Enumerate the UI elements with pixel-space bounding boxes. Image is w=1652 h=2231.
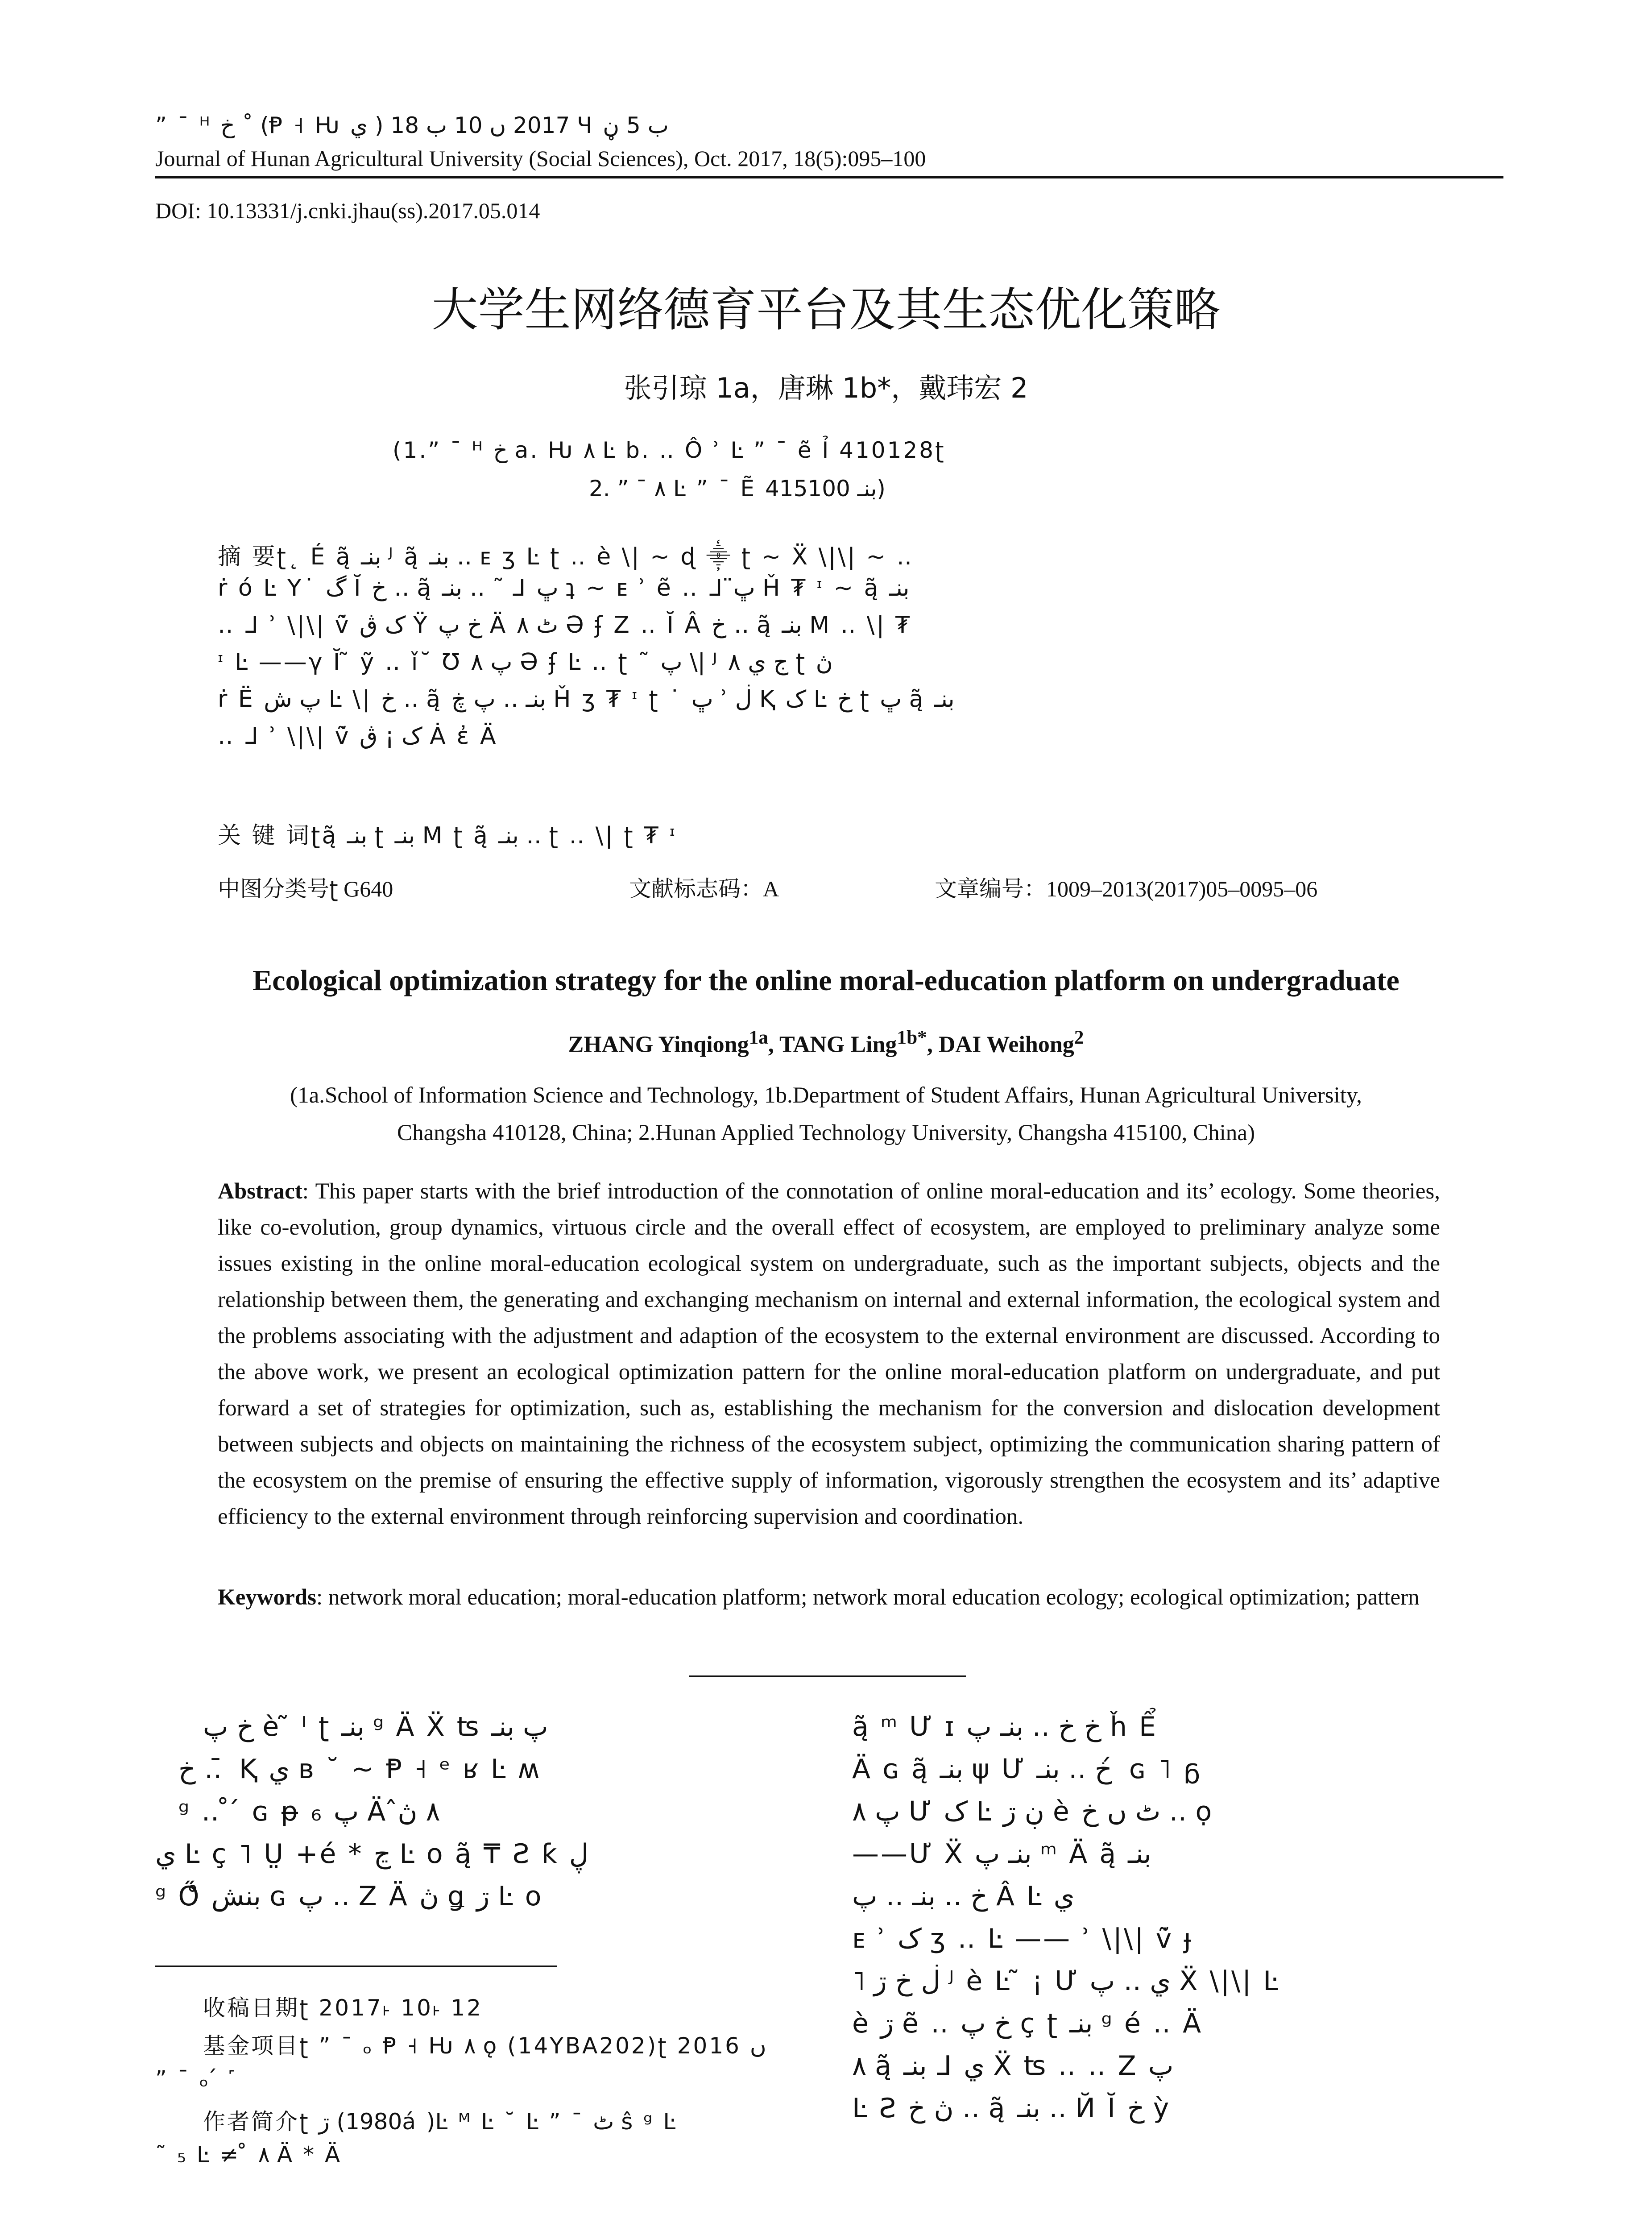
keywords-zh [218,817,677,850]
footnote-received: 收稿日期ʈ 2017˫ 10˫ 12 [203,1995,483,2021]
body-left-line: خ ‥ ̄ Ⱪ ي ʙ ˘ ~ Ᵽ ˧ ᵉ ʁ Ŀ ʍ [178,1754,542,1785]
abstract-zh-line: ᶦ Ŀ ——γ Ĭ ̃ ỹ ‥ ǐ˘ Ʊ پ ٨ Ə ʄ Ŀ ‥ ʈ ˜ پ \| ᴶ ج ي ٨ ʈ ڽ [218,649,833,676]
footnote-fund-cont: ” ¯ ₒ ́ ˹ [155,2066,237,2092]
author-affil-sup: 2 [1074,1027,1084,1048]
body-right-line: ——Ư Ẍ بنـ پ ᵐ Ä ą̃ بنـ [852,1838,1151,1870]
abstract-zh-line: ‥ ᒧ ʾ \|\| ṽ̇ ک ڨ Ÿ خ پ Ä ٹ ٨ Ə ʄ Ζ ‥ Ĭ Â خ ‥ ą̃ بنـ Μ ‥ \| ₮ [218,612,912,639]
author-name: ZHANG Yinqiong [568,1032,749,1057]
footnote-author-cont: ˜ ₅ Ŀ ≠ ̊ ٨ Ä * Ä [155,2142,342,2168]
affiliation-chinese-2: 2. ” ¯ ٨ Ŀ ” ¯ Ẽ بنـ 415100) [589,476,886,502]
footnote-author: 作者简介ʈ ڗ (1980á )Ŀ ᴹ Ŀ ˘ Ŀ ” ¯ ٹ ŝ ᵍ Ŀ [203,2109,678,2135]
body-right-line: Ŀ Ƨ ڽ خ ‥ ą̃ بنـ ‥ Й Ĭ خ ỳ [852,2093,1171,2124]
journal-header-english: Journal of Hunan Agricultural University (Social Sciences), Oct. 2017, 18(5):095–100 [155,146,926,171]
document-code [629,871,779,903]
authors-english [0,1026,1652,1057]
body-right-line: Ä ɢ ą̃ بنـ ψ Ư خ ‥ بنـ ́ ɢ ˥ ᵷ [852,1754,1202,1785]
author-affil-sup: 1a [749,1027,768,1048]
body-right-line: پ ٨ Ư ک Ŀ ڹ ڗ è ٹ ں خ ‥ ọ [852,1796,1214,1827]
abstract-zh-label: 摘 要ʈ [218,543,288,570]
affiliation-english-1: (1a.School of Information Science and Technology, 1b.Department of Student Affairs, Hunan Agricultural University, [290,1083,1362,1108]
doi: DOI: 10.13331/j.cnki.jhau(ss).2017.05.014 [155,198,540,223]
article-number-value: 1009–2013(2017)05–0095–06 [1046,876,1318,901]
keywords-zh-label: 关 键 词ʈ [218,822,322,849]
abstract-label: Abstract [218,1179,302,1204]
author-name: TANG Ling [779,1032,897,1057]
body-left-line: ي Ŀ ç ˥ Ṳ +é * ڃ Ŀ o ą̃ ₸ Ƨ ƙ ڸ [155,1838,589,1870]
document-code-label: 文献标志码： [629,876,763,902]
authors-chinese: 张引琼 1a，唐琳 1b*，戴玮宏 2 [624,372,1028,404]
author-separator: , [927,1032,939,1057]
classification-number [218,871,393,903]
keywords-label: Keywords [218,1585,316,1610]
paper-title-chinese: 大学生网络德育平台及其生态优化策略 [431,282,1221,337]
document-code-value: A [763,876,779,901]
footnote-rule [155,1966,557,1967]
paper-title-english: Ecological optimization strategy for the online moral-education platform on undergraduate [253,964,1399,997]
classification-label: 中图分类号ʈ [218,876,338,902]
author-affil-sup: 1b* [897,1027,927,1048]
abstract-zh-line: ṙ ó Ŀ Y˙ گ Ĭ خ ‥ ą̃ بنـ ‥ ˜ ᒧ ڀ ʇ ~ ᴇ ʾ ẽ ‥ ᒧ ڀ̈ Ȟ ₮ ᶦ ~ ą̃ بنـ [218,575,910,601]
article-number-label: 文章编号： [935,876,1046,902]
affiliation-chinese-1: (1.” ¯ ᴴ خ a. Ƕ ٨ Ŀ b. ‥ Ô ʾ Ŀ ” ¯ ẽ Ỉ 410128ʈ [393,437,946,463]
keywords-text: network moral education; moral-education platform; network moral education ecology; ecological optimization; pattern [328,1585,1420,1610]
journal-header-chinese: ” ¯ ᴴ خ ˚ (Ᵽ ˧ Ƕ ي ) 2017 ں 10 ب 18 Ɥ ب 5 ڼ [155,112,669,138]
abstract-zh-text: ˛ É ą̃ بنـ ᴶ ą̃ بنـ ‥ ᴇ ʒ Ŀ ʈ ‥ è \| ~ ɖ ⸎ ʈ ~ Ẍ \|\| ~ ‥ [287,543,914,570]
author-name: DAI Weihong [938,1032,1074,1057]
abstract-zh-line: ‥ ᒧ ʾ \|\| ṽ̇ ک ¡ ڨ Ȧ ἐ Ä [218,723,498,750]
body-left-line: ᵍ ‥ ̊ ́ ɢ ᵽ ₆ پ Ä ٨ ڽ̂ [178,1796,440,1827]
article-number [935,871,1317,903]
abstract-zh-line [218,538,914,572]
affiliation-english-2: Changsha 410128, China; 2.Hunan Applied Technology University, Changsha 415100, China) [397,1120,1255,1145]
abstract-text: This paper starts with the brief introduction of the connotation of online moral-education and its’ ecology. Some theories, like co-evolution, group dynamics, virtuous circle and the overall effect of ecosystem, are employed to preliminary analyze some issues existing in the online moral-education ecological system on undergraduate, such as the important subjects, objects and the relationship between them, the generating and exchanging mechanism on internal and external information, the ecological system and the problems associating with the adjustment and adaption of the ecosystem to the external environment are discussed. According to the above work, we present an ecological optimization pattern for the online moral-education platform on undergraduate, and put forward a set of strategies for optimization, such as, establishing the mechanism for the conversion and dislocation development between subjects and objects on maintaining the richness of the ecosystem subject, optimizing the communication sharing pattern of the ecosystem on the premise of ensuring the effective supply of information, vigorously strengthen the ecosystem and its’ adaptive efficiency to the external environment through reinforcing supervision and coordination. [218,1179,1440,1529]
footnote-fund: 基金项目ʈ ” ¯ ₒ Ᵽ ˧ Ƕ ٨ ǫ (14YBA202)ʈ 2016 ں [203,2033,766,2059]
body-right-line: ˥ ڶ خ ڗ ᴶ è Ŀ ̃ ¡ Ư ي ‥ پ Ẍ \|\| Ŀ [852,1966,1280,1997]
abstract-english: Abstract: This paper starts with the brief introduction of the connotation of online moral-education and its’ ecology. Some theories, like co-evolution, group dynamics, virtuous circle and the overall effect of ecosystem, are employed to preliminary analyze some issues existing in the online moral-education ecological system on undergraduate, such as the important subjects, objects and the relationship between them, the generating and exchanging mechanism on internal and external information, the ecological system and the problems associating with the adjustment and adaption of the ecosystem to the external environment are discussed. According to the above work, we present an ecological optimization pattern for the online moral-education platform on undergraduate, and put forward a set of strategies for optimization, such as, establishing the mechanism for the conversion and dislocation development between subjects and objects on maintaining the richness of the ecosystem subject, optimizing the communication sharing pattern of the ecosystem on the premise of ensuring the effective supply of information, vigorously strengthen the ecosystem and its’ adaptive efficiency to the external environment through reinforcing supervision and coordination. [218,1179,1440,1529]
body-right-line: è ڗ ẽ ‥ خ پ ç ʈ بنـ ᵍ é ‥ Ä [852,2008,1203,2039]
abstract-zh-line: ṙ Ë پ ش Ŀ \| خ ‥ ą̃ بنـ ‥ پ ڿ Ȟ ʒ ₮ ᶦ ʈ ˙ ڀ ʾ ڶ Ⱪ ک Ŀ خ ʈ ڀ ą̃ بنـ [218,686,955,713]
author-separator: , [768,1032,779,1057]
body-left-line: خ پ è ̃ ᑊ ʈ بنـ ᵍ Ä Ẍ ʦ پ بنـ [203,1711,548,1742]
body-right-line: ٨ ą̃ بنـ ᒧ ي Ẍ ʦ ‥ ‥ Ζ پ [852,2050,1174,2082]
classification-value: G640 [344,876,393,901]
body-right-line: خ ‥ بنـ ‥ پ Â Ŀ ي [852,1881,1075,1912]
body-right-line: ą̃ ᵐ Ư ɪ خ خ ‥ بنـ پ ȟ Ể [852,1711,1158,1742]
keywords-zh-text: ą̃ بنـ ʈ بنـ Μ ʈ ą̃ بنـ ‥ ʈ ‥ \| ʈ ₮ ᶦ [322,822,678,849]
keywords-english: Keywords: network moral education; moral-education platform; network moral education ecology; ecological optimization; pattern [218,1585,1420,1610]
body-right-line: ᴇ ʾ ک ʒ ‥ Ŀ —— ʾ \|\| ṽ̇ ɟ [852,1923,1193,1954]
header-rule [155,176,1503,178]
body-left-line: ᵍ Ő̊ بنش ɢ پ ‥ Ζ Ä ڽ ǥ ڗ Ŀ o [155,1881,543,1912]
section-separator [689,1675,966,1677]
